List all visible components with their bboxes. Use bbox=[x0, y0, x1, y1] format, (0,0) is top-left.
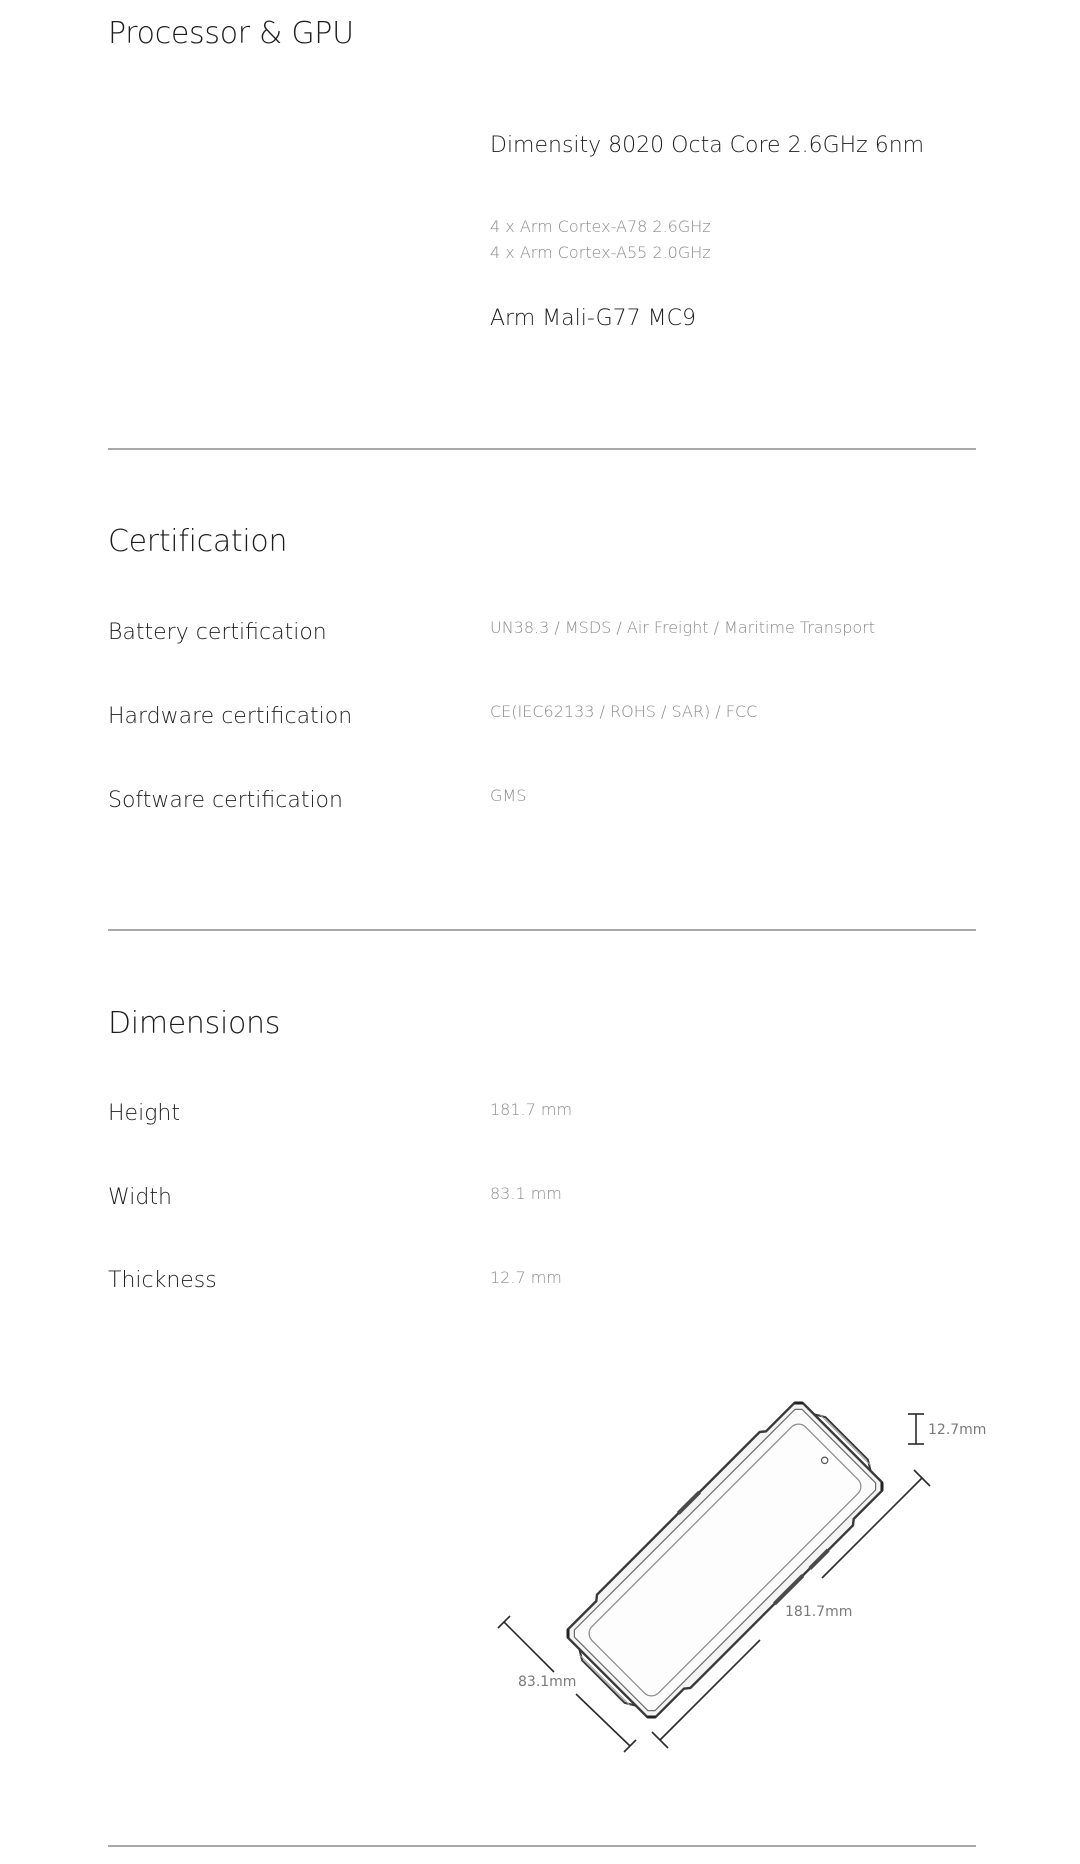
width-label: Width bbox=[108, 1185, 172, 1210]
height-value: 181.7 mm bbox=[490, 1100, 573, 1119]
thickness-dimension-marker bbox=[908, 1414, 924, 1444]
height-label: Height bbox=[108, 1101, 180, 1126]
thickness-dimension-label: 12.7mm bbox=[928, 1422, 987, 1438]
cpu-core-line-1: 4 x Arm Cortex-A78 2.6GHz bbox=[490, 217, 711, 236]
cpu-core-line-2: 4 x Arm Cortex-A55 2.0GHz bbox=[490, 243, 711, 262]
gpu-model: Arm Mali-G77 MC9 bbox=[490, 306, 696, 331]
height-dimension-label: 181.7mm bbox=[785, 1604, 853, 1620]
certification-section-title: Certification bbox=[108, 524, 288, 559]
section-divider bbox=[108, 929, 976, 931]
width-value: 83.1 mm bbox=[490, 1184, 562, 1203]
software-certification-value: GMS bbox=[490, 786, 527, 805]
thickness-value: 12.7 mm bbox=[490, 1268, 562, 1287]
thickness-label: Thickness bbox=[108, 1268, 217, 1293]
hardware-certification-label: Hardware certification bbox=[108, 704, 353, 729]
phone-dimensions-diagram bbox=[490, 1340, 987, 1760]
hardware-certification-value: CE(IEC62133 / ROHS / SAR) / FCC bbox=[490, 702, 758, 721]
section-divider bbox=[108, 1845, 976, 1847]
software-certification-label: Software certification bbox=[108, 788, 343, 813]
phone-illustration bbox=[555, 1390, 894, 1729]
battery-certification-label: Battery certification bbox=[108, 620, 327, 645]
dimensions-section-title: Dimensions bbox=[108, 1006, 281, 1041]
cpu-model: Dimensity 8020 Octa Core 2.6GHz 6nm bbox=[490, 133, 925, 158]
section-divider bbox=[108, 448, 976, 450]
processor-section-title: Processor & GPU bbox=[108, 16, 354, 51]
battery-certification-value: UN38.3 / MSDS / Air Freight / Maritime Transport bbox=[490, 618, 875, 637]
width-dimension-label: 83.1mm bbox=[518, 1674, 577, 1690]
